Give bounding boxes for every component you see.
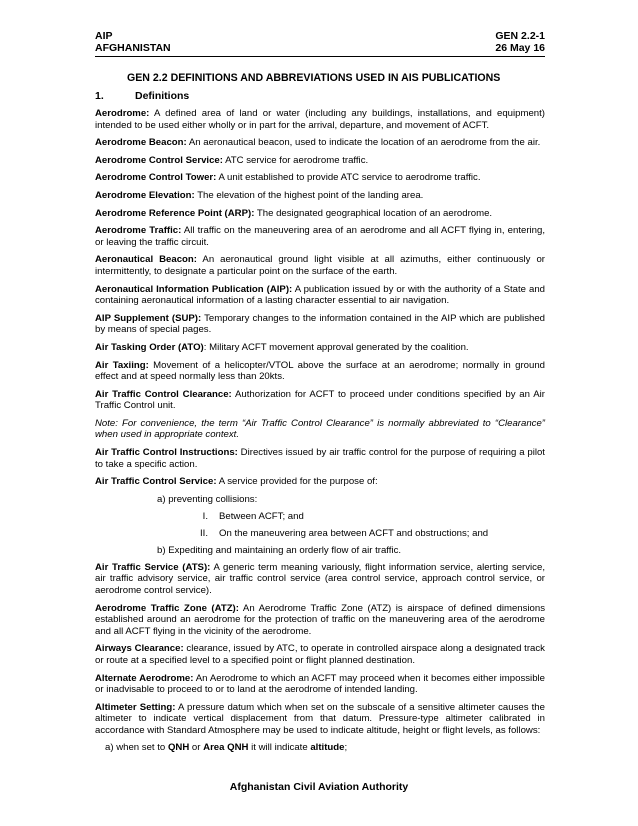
- definitions-list: [95, 108, 545, 412]
- atcs-item-b: b) Expediting and maintaining an orderly flow of air traffic.: [157, 544, 402, 556]
- definition: [95, 254, 545, 277]
- altimeter-item-a: [105, 742, 545, 754]
- definition-term: Alternate Aerodrome:: [95, 672, 194, 684]
- definition: [95, 225, 545, 248]
- definition-term: Air Traffic Control Clearance:: [95, 388, 232, 400]
- header-aip: AIP: [95, 30, 113, 42]
- definition-text: Authorization for ACFT to proceed under conditions specified by an Air Traffic Control unit.: [95, 388, 545, 412]
- definition: [95, 313, 545, 336]
- definition: [95, 562, 545, 597]
- header-section-code: GEN 2.2-1: [495, 30, 545, 42]
- definitions-list-3: [95, 562, 545, 737]
- section-label: Definitions: [135, 90, 190, 102]
- term-altitude: altitude: [310, 741, 345, 753]
- definition: [95, 172, 545, 184]
- definition: [95, 447, 545, 470]
- definition-text: A service provided for the purpose of:: [216, 476, 378, 488]
- definition: [95, 643, 545, 666]
- definition-term: Air Tasking Order (ATO): [95, 341, 204, 353]
- page-footer: Afghanistan Civil Aviation Authority: [229, 781, 409, 793]
- page-title: GEN 2.2 DEFINITIONS AND ABBREVIATIONS USED IN AIS PUBLICATIONS: [127, 72, 501, 84]
- definition-text: All traffic on the maneuvering area of an aerodrome and all ACFT flying in, entering, or leaving the traffic circuit.: [95, 225, 545, 248]
- definition-term: Aerodrome Elevation:: [95, 189, 195, 201]
- subitem-text: Between ACFT; and: [219, 510, 304, 522]
- definition: [95, 476, 545, 488]
- definition-text: An aeronautical beacon, used to indicate the location of an aerodrome from the air.: [186, 137, 541, 149]
- document-page: [95, 30, 545, 753]
- subitem-number: I.: [202, 510, 208, 522]
- definition-text: : Military ACFT movement approval generated by the coalition.: [203, 341, 469, 353]
- term-area-qnh: Area QNH: [203, 741, 249, 753]
- note: Note: For convenience, the term “Air Traffic Control Clearance” is normally abbreviated to “Clearance” when used in appropriate context.: [95, 417, 545, 441]
- definition-text: An Aerodrome to which an ACFT may proceed when it becomes either impossible or inadvisable to proceed to or to land at the aerodrome of intended landing.: [95, 672, 545, 696]
- definition-term: Aerodrome Beacon:: [95, 137, 187, 149]
- definition-term: Aerodrome Reference Point (ARP):: [95, 207, 255, 219]
- subitem-number: II.: [200, 527, 208, 539]
- definition-term: Altimeter Setting:: [95, 701, 176, 713]
- definition: [95, 360, 545, 383]
- section-heading: [95, 90, 545, 102]
- definition-text: The elevation of the highest point of the landing area.: [194, 189, 424, 201]
- definition-term: Aerodrome Control Service:: [95, 154, 223, 166]
- definition-term: Aeronautical Beacon:: [95, 254, 197, 266]
- definition-term: AIP Supplement (SUP):: [95, 312, 202, 324]
- definition: [95, 702, 545, 737]
- definition-text: A pressure datum which when set on the subscale of a sensitive altimeter causes the altimeter to indicate vertical displacement from that datum. Pressure-type altimeter calibrated in accordance with Standard Atmosphere may be used to indicate altitude, height or flight levels, as follows:: [95, 701, 545, 736]
- definition: [95, 137, 545, 149]
- definition: [95, 208, 545, 220]
- definition: [95, 284, 545, 307]
- definition: [95, 108, 545, 131]
- definition-text: clearance, issued by ATC, to operate in controlled airspace along a designated track or route at a specified level to a specified point or flight planned destination.: [95, 643, 545, 666]
- definition-term: Air Traffic Control Service:: [95, 476, 217, 488]
- atcs-item-a: a) preventing collisions:: [157, 493, 258, 505]
- item-text: a) when set to: [105, 741, 168, 753]
- definition: [95, 389, 545, 412]
- definition-term: Air Traffic Service (ATS):: [95, 561, 211, 573]
- definition: [95, 603, 545, 638]
- definition-term: Air Taxiing:: [95, 359, 149, 371]
- atcs-subitem-1: [185, 511, 545, 522]
- definition-term: Aerodrome Traffic:: [95, 225, 182, 237]
- definition: [95, 155, 545, 167]
- definition: [95, 190, 545, 202]
- definition-text: An aeronautical ground light visible at all azimuths, either continuously or intermittently, to designate a particular point on the surface of the earth.: [95, 254, 545, 277]
- definition-term: Aerodrome Traffic Zone (ATZ):: [95, 602, 239, 614]
- definitions-list-2: [95, 447, 545, 488]
- item-text: or: [189, 741, 204, 753]
- header-country: AFGHANISTAN: [95, 42, 171, 54]
- definition-term: Aerodrome Control Tower:: [95, 172, 217, 184]
- definition-term: Air Traffic Control Instructions:: [95, 447, 238, 459]
- item-text: ;: [344, 741, 348, 753]
- definition-text: A unit established to provide ATC service to aerodrome traffic.: [216, 172, 481, 184]
- definition-text: ATC service for aerodrome traffic.: [222, 154, 369, 166]
- definition-text: A publication issued by or with the authority of a State and containing aeronautical information of a lasting character essential to air navigation.: [95, 283, 545, 307]
- header-rule: [95, 56, 545, 57]
- subitem-text: On the maneuvering area between ACFT and obstructions; and: [219, 527, 489, 539]
- definition-text: A defined area of land or water (including any buildings, installations, and equipment) intended to be used either wholly or in part for the arrival, departure, and movement of ACFT.: [95, 108, 545, 131]
- definition-text: The designated geographical location of an aerodrome.: [254, 207, 493, 219]
- definition-term: Airways Clearance:: [95, 643, 184, 655]
- definition-text: A generic term meaning variously, flight information service, alerting service, air traffic advisory service, air traffic control service (area control service, approach control service, or aerodrome control service).: [95, 561, 545, 597]
- definition-term: Aerodrome:: [95, 108, 150, 119]
- definition-text: Temporary changes to the information contained in the AIP which are published by means of special pages.: [95, 312, 545, 336]
- definition-text: An Aerodrome Traffic Zone (ATZ) is airspace of defined dimensions established around an aerodrome for the protection of traffic on the maneuvering area of the aerodrome and all ACFT flying in the vicinity of the aerodrome.: [95, 602, 546, 637]
- definition-text: Directives issued by air traffic control for the purpose of requiring a pilot to take a specific action.: [95, 447, 545, 470]
- section-number: 1.: [95, 90, 104, 102]
- header-left: [95, 30, 171, 54]
- page-header: [95, 30, 545, 54]
- atcs-subitem-2: [185, 528, 545, 539]
- definition: [95, 342, 545, 354]
- header-date: 26 May 16: [495, 42, 545, 54]
- item-text: it will indicate: [248, 741, 311, 753]
- term-qnh: QNH: [167, 741, 190, 753]
- definition-text: Movement of a helicopter/VTOL above the surface at an aerodrome; normally in ground effect and at speed normally less than 20kts.: [95, 359, 545, 383]
- header-right: [495, 30, 545, 54]
- definition: [95, 673, 545, 696]
- definition-term: Aeronautical Information Publication (AIP):: [95, 283, 293, 295]
